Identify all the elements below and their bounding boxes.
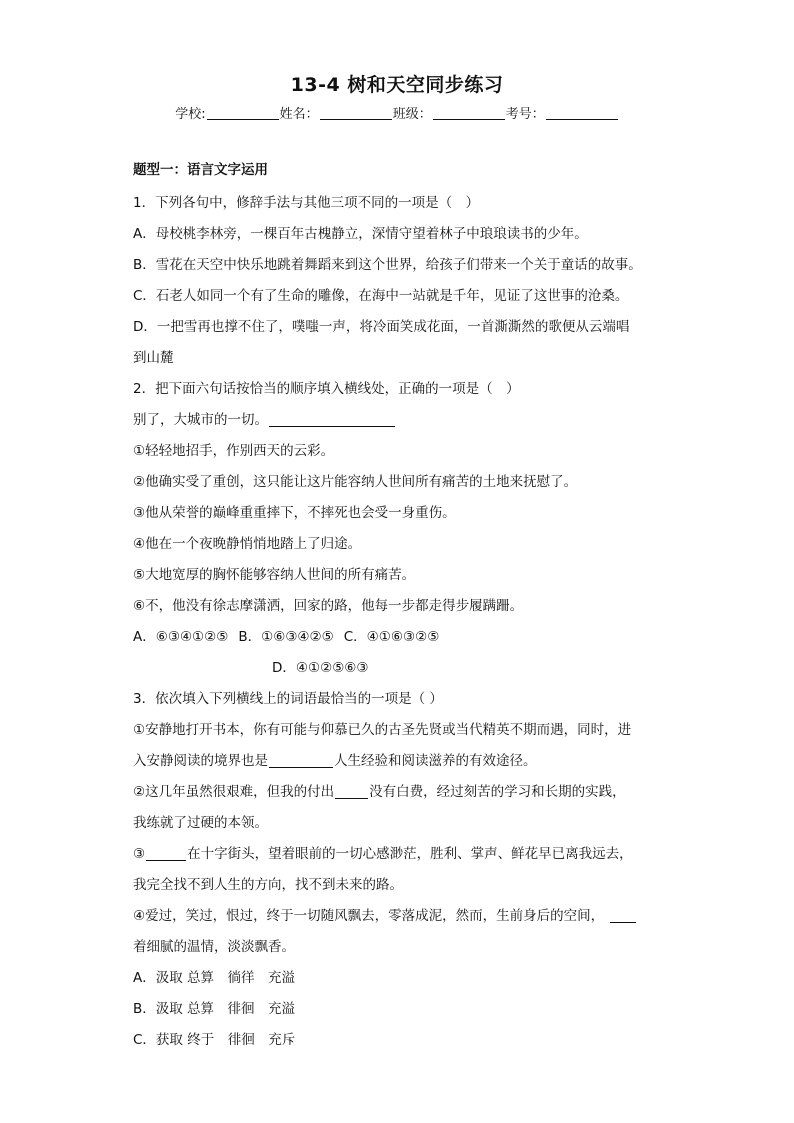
q3-option-c: C．获取 终于 徘徊 充斥 [133,1032,296,1048]
q3-sentence-4-line-2: 着细腻的温情，淡淡飘香。 [133,939,295,955]
header-fields [0,103,794,122]
school-blank [207,107,279,120]
q2-option-b: B．①⑥③④②⑤ [238,629,334,645]
q2-sentence-3: ③他从荣誉的巅峰重重摔下，不摔死也会受一身重伤。 [133,505,456,521]
q2-sentence-4: ④他在一个夜晚静悄悄地踏上了归途。 [133,536,362,552]
q1-option-b: B．雪花在天空中快乐地跳着舞蹈来到这个世界，给孩子们带来一个关于童话的故事。 [133,257,642,273]
q3-sentence-2-line-2: 我练就了过硬的本领。 [133,815,268,831]
q3-blank-2 [335,784,368,799]
name-blank [320,107,392,120]
q3-s2-text-before: ②这几年虽然很艰难，但我的付出 [133,784,335,800]
q3-stem: 3．依次填入下列横线上的词语最恰当的一项是（ ） [133,691,443,707]
q2-sentence-2: ②他确实受了重创，这只能让这片能容纳人世间所有痛苦的土地来抚慰了。 [133,474,578,490]
q3-s2-text-after: 没有白费，经过刻苦的学习和长期的实践， [369,784,626,800]
q2-option-c: C．④①⑥③②⑤ [343,629,440,645]
q1-option-c: C．石老人如同一个有了生命的雕像，在海中一站就是千年，见证了这世事的沧桑。 [133,288,629,304]
exam-number-blank [546,107,618,120]
q2-option-d: D．④①②⑤⑥③ [272,660,369,676]
class-label: 班级： [392,107,432,122]
q3-sentence-3-line-2: 我完全找不到人生的方向，找不到未来的路。 [133,877,403,893]
q3-s3-text-after: 在十字街头，望着眼前的一切心感渺茫，胜利、掌声、鲜花早已离我远去， [187,846,633,862]
q2-answer-blank [269,412,395,427]
section-title: 题型一：语言文字运用 [133,162,268,178]
q3-sentence-1-line-1: ①安静地打开书本，你有可能与仰慕已久的古圣先贤或当代精英不期而遇，同时，进 [133,722,632,738]
q2-options-abc [133,622,663,653]
q2-lead-text: 别了，大城市的一切。 [133,412,268,428]
q2-sentence-1: ①轻轻地招手，作别西天的云彩。 [133,443,335,459]
q3-blank-3 [146,846,186,861]
q3-s1-text-after: 人生经验和阅读滋养的有效途径。 [334,753,537,769]
q2-sentence-5: ⑤大地宽厚的胸怀能够容纳人世间的所有痛苦。 [133,567,416,583]
q2-stem: 2．把下面六句话按恰当的顺序填入横线处，正确的一项是（ ） [133,381,520,397]
q3-blank-4 [610,908,636,923]
q3-sentence-4-line-1 [133,901,663,932]
q3-option-b: B．汲取 总算 徘徊 充溢 [133,1001,296,1017]
q3-s1-text-before: 入安静阅读的境界也是 [133,753,268,769]
q1-stem: 1．下列各句中，修辞手法与其他三项不同的一项是（ ） [133,195,480,211]
school-label: 学校: [175,107,206,122]
q3-sentence-2-line-1 [133,777,663,808]
class-blank [433,107,505,120]
q3-option-a: A．汲取 总算 徜徉 充溢 [133,970,296,986]
q1-option-a: A．母校桃李林旁，一棵百年古槐静立，深情守望着林子中琅琅读书的少年。 [133,226,588,242]
q3-sentence-3-line-1 [133,839,663,870]
name-label: 姓名： [279,107,319,122]
page-title: 13-4 树和天空同步练习 [290,74,504,96]
q1-option-d: D．一把雪再也撑不住了，噗嗤一声，将冷面笑成花面，一首澌澌然的歌便从云端唱 [133,319,630,335]
q3-sentence-1-line-2 [133,746,663,777]
q2-sentence-6: ⑥不，他没有徐志摩潇洒，回家的路，他每一步都走得步履蹒跚。 [133,598,524,614]
exam-content [133,152,663,1056]
q3-blank-1 [269,753,333,768]
q2-lead [133,405,663,436]
exam-number-label: 考号： [505,107,545,122]
q1-option-d-continued: 到山麓 [133,350,174,366]
q3-s4-text: ④爱过，笑过，恨过，终于一切随风飘去，零落成泥，然而，生前身后的空间， [133,908,605,924]
q2-option-a: A．⑥③④①②⑤ [133,629,229,645]
q3-s3-marker: ③ [133,846,146,862]
